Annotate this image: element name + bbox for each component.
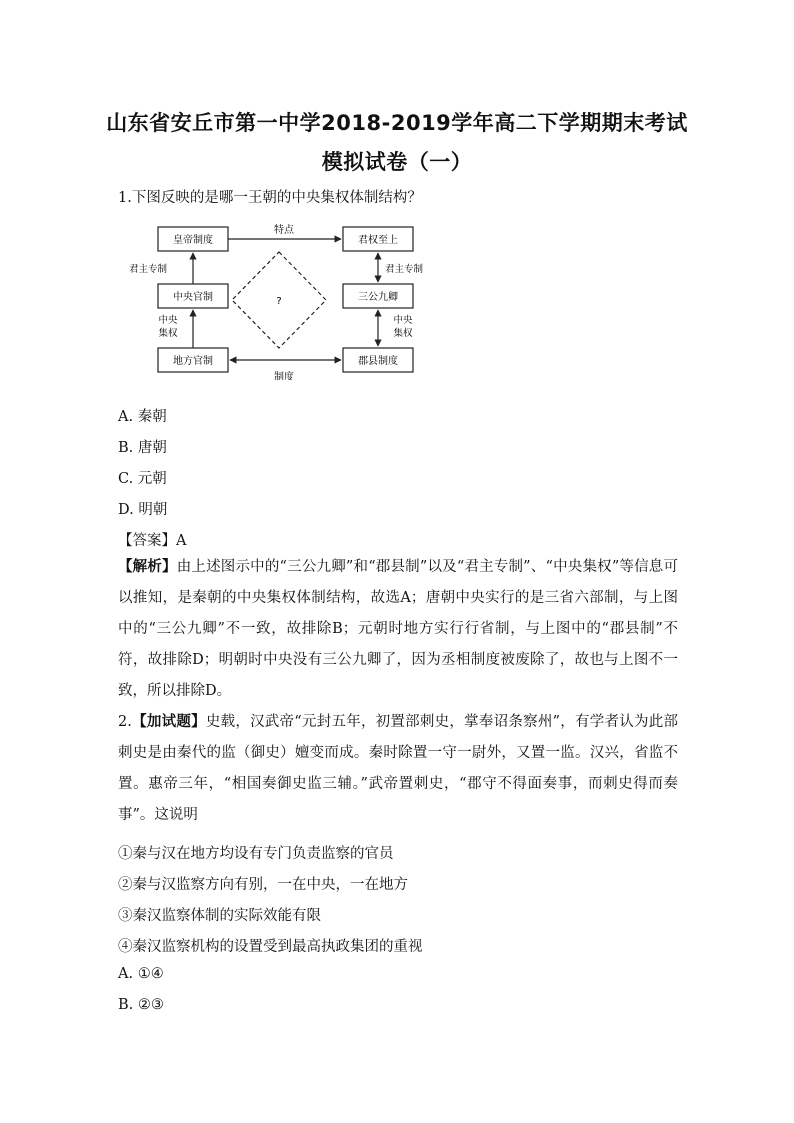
box-three-ministers-label: 三公九卿 [358, 292, 398, 303]
right-lower-label-2: 集权 [393, 328, 413, 339]
q1-answer: 【答案】A [118, 533, 187, 549]
analysis-label: 【解析】 [118, 559, 177, 575]
q2-number: 2. [118, 714, 132, 730]
analysis-text: 由上述图示中的“三公九卿”和“郡县制”以及“君主专制”、“中央集权”等信息可以推知，是秦朝的中央集权体制结构，故选A；唐朝中央实行的是三省六部制，与上图中的“三公九卿”不一致，故排除B；元朝时地方实行行省制，与上图中的“郡县制”不符，故排除D；明朝时中央没有三公九卿了，因为丞相制度被废除了，故也与上图不一致，所以排除D。 [118, 559, 678, 699]
box-local-officials-label: 地方官制 [173, 356, 213, 367]
q2-option-a: A. ①④ [118, 966, 164, 982]
page-title-line1: 山东省安丘市第一中学2018-2019学年高二下学期期末考试 [106, 111, 688, 135]
arrow-top-label: 特点 [274, 225, 294, 236]
left-lower-label-1: 中央 [158, 315, 178, 326]
q2-item-2: ②秦与汉监察方向有别，一在中央，一在地方 [118, 877, 408, 893]
arrow-bottom-label: 制度 [274, 372, 294, 380]
q2-item-3: ③秦汉监察体制的实际效能有限 [118, 908, 321, 924]
q1-option-c: C. 元朝 [118, 471, 167, 487]
question-1-stem: 1.下图反映的是哪一王朝的中央集权体制结构？ [118, 190, 422, 206]
q1-analysis [118, 552, 678, 707]
q2-item-4: ④秦汉监察机构的设置受到最高执政集团的重视 [118, 939, 423, 955]
question-2-stem [118, 707, 678, 831]
central-system-diagram [118, 220, 428, 380]
q2-stem-text: 史载，汉武帝“元封五年，初置部刺史，掌奉诏条察州”，有学者认为此部刺史是由秦代的监（御史）嬗变而成。秦时除置一守一尉外，又置一监。汉兴，省监不置。惠帝三年，“相国奏御史监三辅。”武帝置刺史，“郡守不得面奏事，而刺史得而奏事”。这说明 [118, 714, 679, 823]
left-lower-label-2: 集权 [158, 328, 178, 339]
box-supreme-power-label: 君权至上 [358, 235, 398, 246]
page-title-line2: 模拟试卷（一） [321, 150, 473, 174]
q1-option-a: A. 秦朝 [118, 409, 167, 425]
q1-option-b: B. 唐朝 [118, 440, 167, 456]
left-upper-label: 君主专制 [128, 264, 168, 275]
q2-tag: 【加试题】 [131, 714, 206, 730]
right-lower-label-1: 中央 [393, 315, 413, 326]
box-emperor-system-label: 皇帝制度 [173, 235, 213, 246]
box-county-system-label: 郡县制度 [358, 356, 398, 367]
box-central-officials-label: 中央官制 [173, 292, 213, 303]
q1-option-d: D. 明朝 [118, 502, 168, 518]
q2-item-1: ①秦与汉在地方均设有专门负责监察的官员 [118, 846, 394, 862]
q2-option-b: B. ②③ [118, 997, 164, 1013]
right-upper-label: 君主专制 [384, 264, 424, 275]
center-question-mark: ? [276, 296, 282, 307]
